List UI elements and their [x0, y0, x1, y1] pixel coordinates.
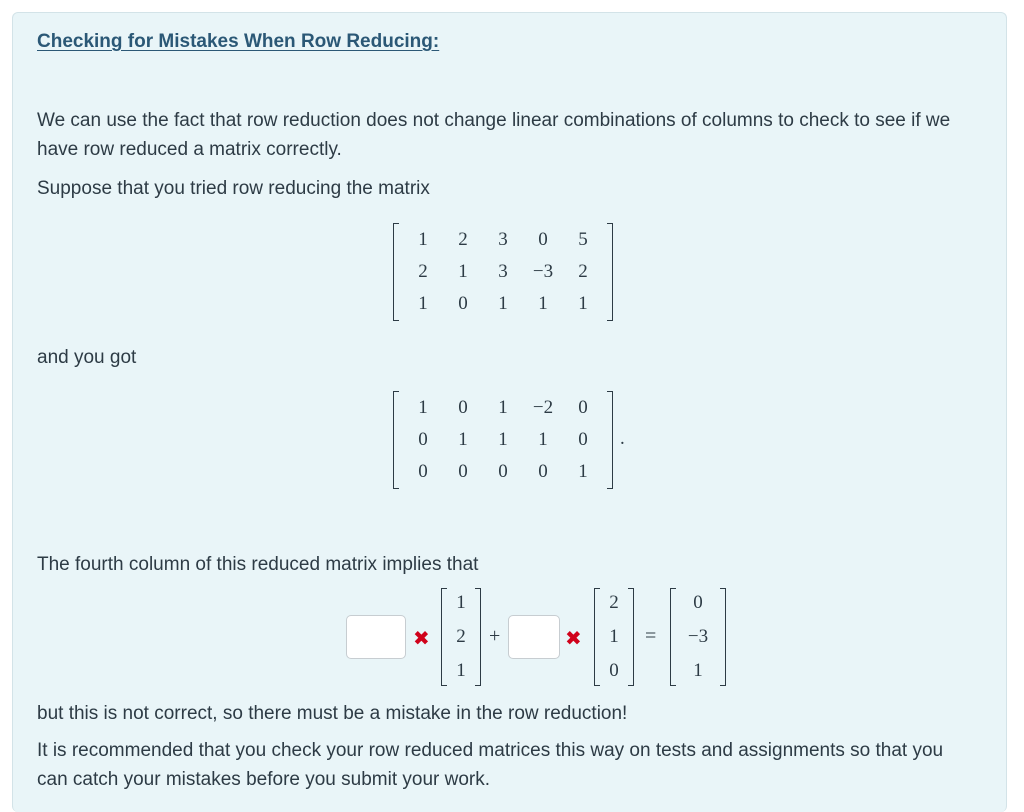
vector-entry: −3 — [687, 626, 709, 647]
fourth-column-text: The fourth column of this reduced matrix implies that — [37, 554, 479, 575]
right-bracket — [628, 588, 634, 686]
right-bracket — [720, 588, 726, 686]
matrix-entry: 5 — [578, 229, 588, 250]
vector-entry: 1 — [456, 592, 466, 613]
matrix-row — [403, 225, 603, 255]
incorrect-icon: ✖ — [413, 628, 430, 650]
vector-column-1 — [441, 588, 481, 686]
vector-entry: 1 — [609, 626, 619, 647]
vector-entry: 2 — [456, 626, 466, 647]
matrix-entry: 1 — [498, 293, 508, 314]
matrix-entry: 1 — [418, 229, 428, 250]
right-bracket — [475, 588, 481, 686]
vector-entry: 2 — [609, 592, 619, 613]
matrix-entry: 0 — [458, 293, 468, 314]
matrix-entry: 1 — [498, 429, 508, 450]
matrix-entry: 0 — [538, 229, 548, 250]
right-bracket — [607, 223, 613, 321]
matrix-row — [403, 457, 603, 487]
vector-entry: 0 — [609, 660, 619, 681]
matrix-entry: 1 — [418, 293, 428, 314]
matrix-row — [403, 393, 603, 423]
matrix-entry: 0 — [418, 429, 428, 450]
coefficient-1-input[interactable] — [346, 615, 406, 659]
matrix-entry: 2 — [458, 229, 468, 250]
matrix-entry: 2 — [418, 261, 428, 282]
matrix-row — [403, 289, 603, 319]
matrix-entry: 3 — [498, 261, 508, 282]
matrix-entry: 1 — [538, 293, 548, 314]
matrix-entry: 0 — [578, 429, 588, 450]
coefficient-2-input[interactable] — [508, 615, 560, 659]
recommendation-paragraph: It is recommended that you check your row reduced matrices this way on tests and assignments so that you can catch your mistakes before you submit your work. — [37, 740, 944, 790]
not-correct-text: but this is not correct, so there must be a mistake in the row reduction! — [37, 703, 628, 724]
matrix-entry: 1 — [538, 429, 548, 450]
equals-sign: = — [645, 625, 657, 647]
vector-result — [670, 588, 726, 686]
matrix-entry: −3 — [532, 261, 554, 282]
matrix-row — [403, 257, 603, 287]
plus-sign: + — [489, 625, 501, 647]
got-text: and you got — [37, 347, 137, 368]
suppose-text: Suppose that you tried row reducing the matrix — [37, 178, 430, 199]
matrix-entry: −2 — [532, 397, 554, 418]
matrix-row — [403, 425, 603, 455]
matrix-entry: 3 — [498, 229, 508, 250]
matrix-entry: 1 — [458, 261, 468, 282]
vector-column-2 — [594, 588, 634, 686]
matrix-entry: 2 — [578, 261, 588, 282]
matrix-entry: 1 — [418, 397, 428, 418]
matrix-entry: 0 — [418, 461, 428, 482]
matrix-entry: 0 — [578, 397, 588, 418]
matrix-entry: 0 — [498, 461, 508, 482]
intro-paragraph: We can use the fact that row reduction does not change linear combinations of columns to check to see if we have row reduced a matrix correctly. — [37, 110, 951, 160]
matrix-entry: 0 — [458, 397, 468, 418]
right-bracket — [607, 391, 613, 489]
original-matrix — [393, 223, 613, 321]
matrix-entry: 1 — [578, 293, 588, 314]
incorrect-icon: ✖ — [565, 628, 582, 650]
reduced-matrix — [393, 391, 613, 489]
matrix-entry: 0 — [458, 461, 468, 482]
section-heading: Checking for Mistakes When Row Reducing: — [37, 31, 440, 52]
vector-entry: 0 — [693, 592, 703, 613]
matrix-entry: 1 — [498, 397, 508, 418]
vector-entry: 1 — [693, 660, 703, 681]
matrix-entry: 1 — [578, 461, 588, 482]
matrix-period: . — [620, 428, 625, 449]
vector-entry: 1 — [456, 660, 466, 681]
matrix-entry: 1 — [458, 429, 468, 450]
matrix-entry: 0 — [538, 461, 548, 482]
